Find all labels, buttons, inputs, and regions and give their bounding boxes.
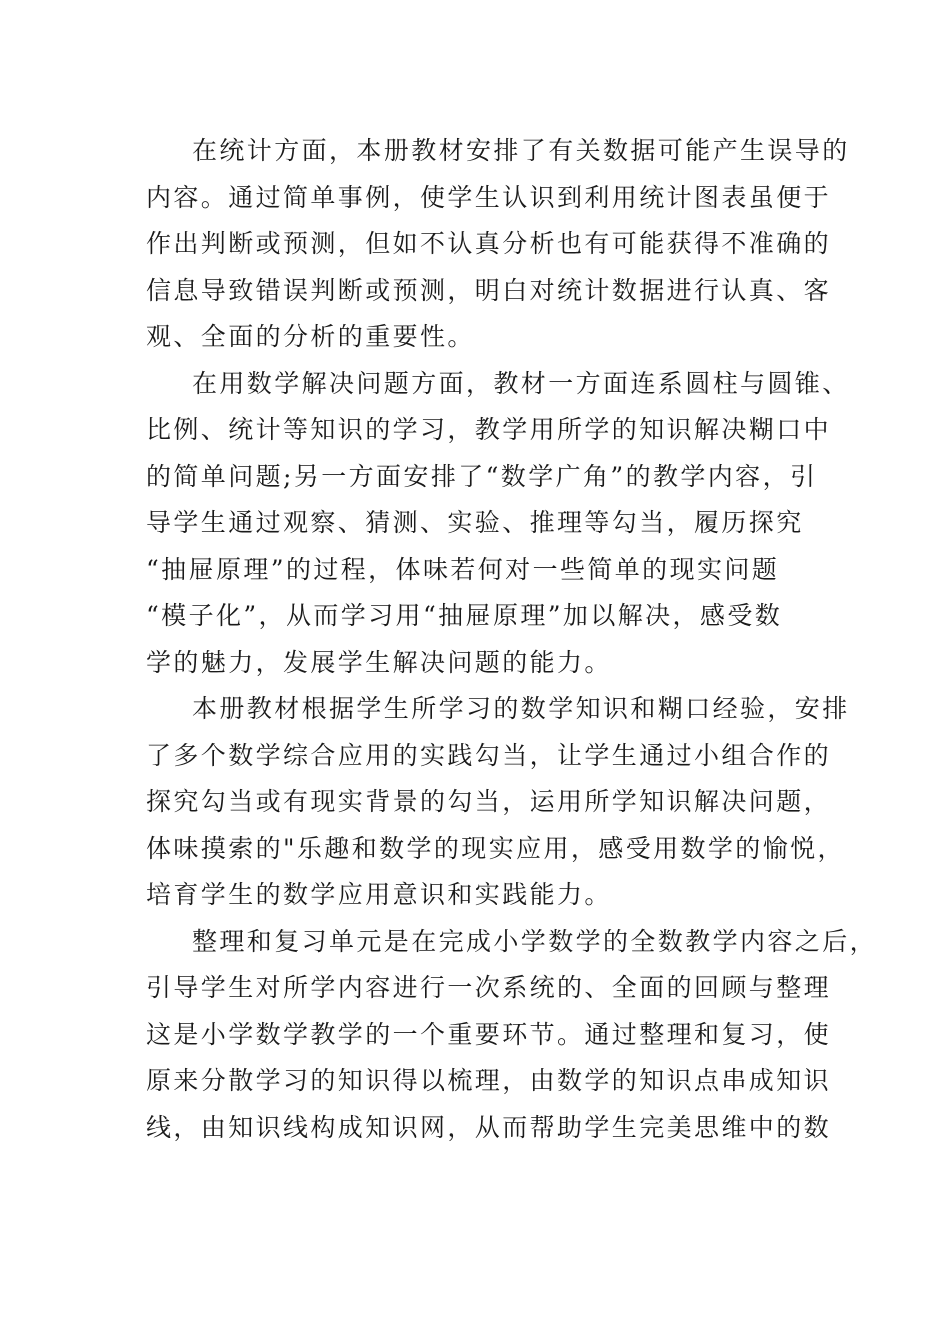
- text-line: 整理和复习单元是在完成小学数学的全数教学内容之后，: [192, 926, 878, 956]
- text-line: 线，由知识线构成知识网，从而帮助学生完美思维中的数: [146, 1112, 832, 1142]
- text-line: 原来分散学习的知识得以梳理，由数学的知识点串成知识: [146, 1066, 832, 1095]
- text-line: 在用数学解决问题方面，教材一方面连系圆柱与圆锥、: [192, 368, 850, 398]
- text-line: “抽屉原理”的过程，体味若何对一些简单的现实问题: [146, 554, 780, 584]
- text-line: 的简单问题;另一方面安排了“数学广角”的教学内容，引: [146, 461, 818, 491]
- text-line: 体味摸索的"乐趣和数学的现实应用，感受用数学的愉悦，: [146, 833, 845, 863]
- text-line: 在统计方面，本册教材安排了有关数据可能产生误导的: [192, 136, 850, 165]
- text-line: 这是小学数学教学的一个重要环节。通过整理和复习，使: [146, 1019, 832, 1049]
- text-line: 培育学生的数学应用意识和实践能力。: [146, 880, 612, 909]
- text-line: 了多个数学综合应用的实践勾当，让学生通过小组合作的: [146, 740, 832, 770]
- text-line: “模子化”，从而学习用“抽屉原理”加以解决，感受数: [146, 601, 783, 630]
- text-line: 作出判断或预测，但如不认真分析也有可能获得不准确的: [146, 229, 832, 258]
- paragraph-review-unit: [146, 919, 878, 1152]
- text-line: 比例、统计等知识的学习，教学用所学的知识解决糊口中: [146, 415, 832, 444]
- text-line: 导学生通过观察、猜测、实验、推理等勾当，履历探究: [146, 508, 804, 537]
- paragraph-statistics: [146, 128, 850, 361]
- document-body: [146, 128, 878, 1151]
- text-line: 本册教材根据学生所学习的数学知识和糊口经验，安排: [192, 694, 850, 723]
- paragraph-problem-solving: [146, 361, 850, 687]
- text-line: 学的魅力，发展学生解决问题的能力。: [146, 647, 612, 677]
- paragraph-practice-activities: [146, 686, 850, 919]
- text-line: 探究勾当或有现实背景的勾当，运用所学知识解决问题，: [146, 787, 832, 816]
- text-line: 信息导致错误判断或预测，明白对统计数据进行认真、客: [146, 275, 832, 305]
- text-line: 内容。通过简单事例，使学生认识到利用统计图表虽便于: [146, 182, 832, 212]
- text-line: 观、全面的分析的重要性。: [146, 322, 475, 351]
- text-line: 引导学生对所学内容进行一次系统的、全面的回顾与整理: [146, 973, 832, 1002]
